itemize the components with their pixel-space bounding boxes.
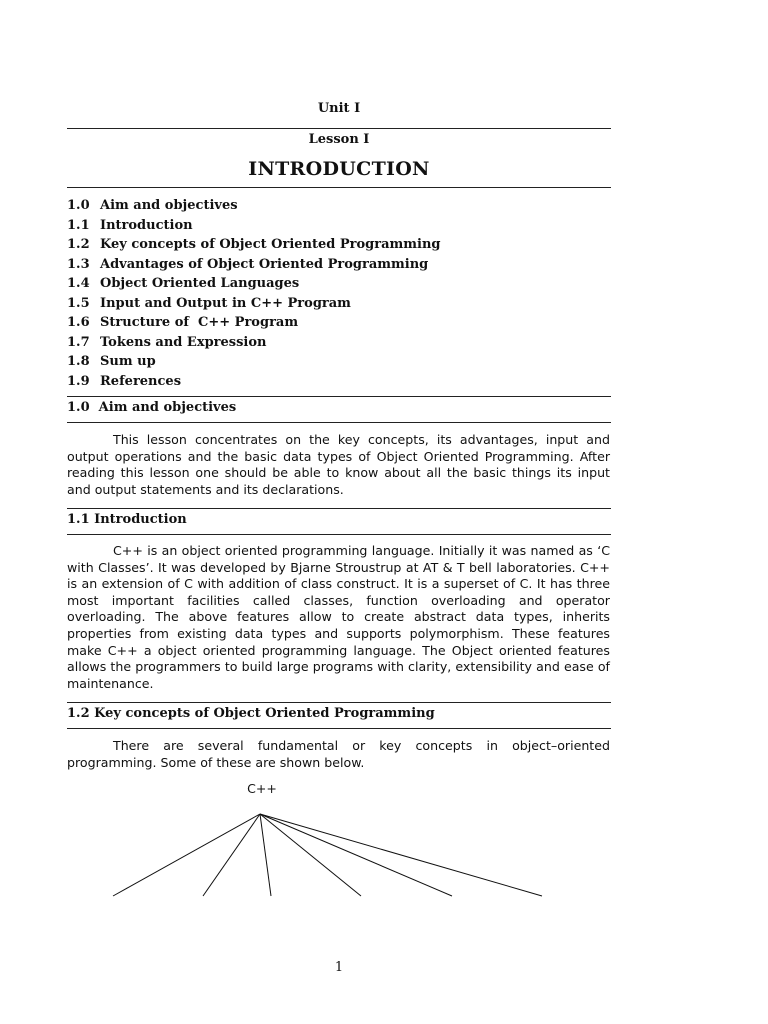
diagram-branch-line — [260, 814, 452, 896]
divider-rule — [67, 422, 611, 423]
toc-item — [67, 372, 441, 392]
divider-rule — [67, 728, 611, 729]
section-heading-aim: 1.0 Aim and objectives — [67, 400, 237, 415]
toc-item — [67, 313, 441, 333]
unit-heading: Unit I — [317, 101, 361, 116]
toc-item — [67, 235, 441, 255]
toc-item-number: 1.2 — [67, 237, 90, 252]
aim-paragraph: This lesson concentrates on the key concepts, its advantages, input and output operations and the basic data types of Object Oriented Programming. After reading this lesson one should be able to know about all the basic things its input and output statements and its declarations. — [67, 432, 610, 497]
toc-item — [67, 255, 441, 275]
key-concepts-paragraph: There are several fundamental or key concepts in object–oriented programming. Some of these are shown below. — [67, 738, 610, 770]
toc-item-number: 1.3 — [67, 256, 90, 272]
toc-item-label: Introduction — [100, 217, 193, 233]
toc-item-number: 1.1 — [67, 217, 90, 233]
divider-rule — [67, 187, 611, 188]
concepts-tree-diagram — [0, 770, 768, 910]
diagram-branch-line — [260, 814, 361, 896]
diagram-root-label: C++ — [247, 781, 277, 796]
toc-item-label: Advantages of Object Oriented Programming — [100, 256, 429, 272]
toc-item-number: 1.7 — [67, 334, 90, 350]
toc-item-number: 1.4 — [67, 276, 90, 291]
table-of-contents — [67, 196, 441, 391]
divider-rule — [67, 128, 611, 129]
section-heading-introduction: 1.1 Introduction — [67, 512, 187, 527]
diagram-branch-line — [260, 814, 271, 896]
toc-item-label: Structure of C++ Program — [100, 315, 299, 330]
lesson-heading: Lesson I — [308, 132, 370, 147]
section-heading-key-concepts: 1.2 Key concepts of Object Oriented Programming — [67, 706, 435, 721]
diagram-branch-line — [260, 814, 542, 896]
divider-rule — [67, 702, 611, 703]
toc-item — [67, 352, 441, 372]
divider-rule — [67, 508, 611, 509]
toc-item-label: References — [100, 373, 182, 389]
toc-item-number: 1.6 — [67, 315, 90, 330]
toc-item — [67, 196, 441, 216]
toc-item-label: Object Oriented Languages — [100, 276, 300, 291]
toc-item-number: 1.9 — [67, 373, 90, 389]
introduction-paragraph: C++ is an object oriented programming language. Initially it was named as ‘C with Classes’. It was developed by Bjarne Stroustrup at AT & T bell laboratories. C++ is an extension of C with addition of class construct. It is a superset of C. It has three most important facilities called classes, function overloading and operator overloading. The above features allow to create abstract data types, inherits properties from existing data types and supports polymorphism. These features make C++ a object oriented programming language. The Object oriented features allows the programmers to build large programs with clarity, extensibility and ease of maintenance. — [67, 543, 610, 691]
divider-rule — [67, 534, 611, 535]
toc-item — [67, 216, 441, 236]
toc-item-label: Key concepts of Object Oriented Programming — [100, 237, 441, 252]
toc-item-number: 1.8 — [67, 354, 90, 369]
toc-item-label: Aim and objectives — [100, 198, 238, 213]
diagram-branches — [113, 814, 542, 896]
toc-item-label: Input and Output in C++ Program — [100, 295, 351, 311]
toc-item-label: Tokens and Expression — [100, 334, 267, 350]
page-number: 1 — [334, 960, 344, 975]
diagram-branch-line — [203, 814, 260, 896]
page-title: INTRODUCTION — [248, 158, 430, 180]
toc-item — [67, 333, 441, 353]
toc-item — [67, 294, 441, 314]
toc-item-number: 1.5 — [67, 295, 90, 311]
toc-item — [67, 274, 441, 294]
toc-item-label: Sum up — [100, 354, 156, 369]
divider-rule — [67, 396, 611, 397]
toc-item-number: 1.0 — [67, 198, 90, 213]
diagram-branch-line — [113, 814, 260, 896]
